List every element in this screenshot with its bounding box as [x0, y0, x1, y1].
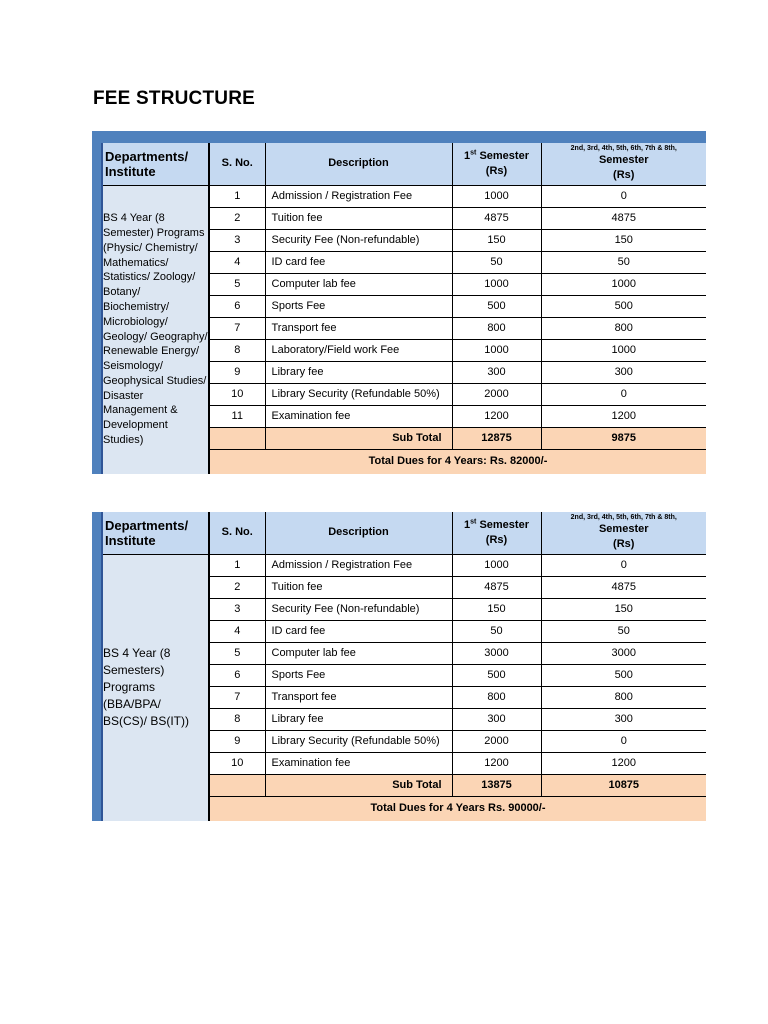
page-title: FEE STRUCTURE [93, 88, 255, 109]
first-semester-header [452, 512, 541, 554]
table-row-desc: ID card fee [265, 251, 452, 273]
table-row-desc: Library fee [265, 361, 452, 383]
table-row-s2: 0 [541, 730, 706, 752]
fee-table-2 [92, 512, 706, 821]
table-row-s1: 150 [452, 229, 541, 251]
table-row-desc: Tuition fee [265, 207, 452, 229]
table-row-s1: 50 [452, 251, 541, 273]
table-row-s1: 2000 [452, 730, 541, 752]
table-row-sno: 6 [209, 295, 265, 317]
table-row-s1: 1000 [452, 554, 541, 576]
table-row-desc: Transport fee [265, 317, 452, 339]
first-label: Semester [479, 149, 529, 162]
table-row-desc: Tuition fee [265, 576, 452, 598]
table-row-s2: 0 [541, 185, 706, 207]
table-row-sno: 5 [209, 642, 265, 664]
table-row-sno: 7 [209, 317, 265, 339]
table-row-sno: 4 [209, 251, 265, 273]
table-row-s1: 4875 [452, 207, 541, 229]
table-row-sno: 6 [209, 664, 265, 686]
description-header: Description [265, 143, 452, 185]
table-row-s2: 0 [541, 554, 706, 576]
table-row-s1: 1000 [452, 339, 541, 361]
dept-header: Departments/ Institute [102, 512, 209, 554]
table-row-sno: 3 [209, 229, 265, 251]
table-row-desc: Sports Fee [265, 295, 452, 317]
table-row-sno: 2 [209, 576, 265, 598]
table-row-desc: Admission / Registration Fee [265, 554, 452, 576]
other-label: Semester [598, 523, 649, 536]
table-row-desc: Library Security (Refundable 50%) [265, 383, 452, 405]
other-ordinals: 2nd, 3rd, 4th, 5th, 6th, 7th & 8th, [570, 145, 677, 153]
table-row-s2: 1200 [541, 405, 706, 427]
fee-table-1 [92, 131, 706, 474]
description-header: Description [265, 512, 452, 554]
table-row-desc: ID card fee [265, 620, 452, 642]
sno-header: S. No. [209, 143, 265, 185]
table-row-s2: 4875 [541, 576, 706, 598]
table-row-desc: Sports Fee [265, 664, 452, 686]
table-row-sno: 2 [209, 207, 265, 229]
table-row-sno: 8 [209, 339, 265, 361]
table-row-desc: Computer lab fee [265, 273, 452, 295]
table-row-s1: 1000 [452, 273, 541, 295]
subtotal-label: Sub Total [265, 427, 452, 449]
first-sup: st [470, 149, 477, 157]
department-cell: BS 4 Year (8 Semesters) Programs (BBA/BPA/ BS(CS)/ BS(IT)) [102, 554, 209, 821]
table-row-s1: 1200 [452, 752, 541, 774]
other-rs: (Rs) [613, 538, 635, 551]
table-row-sno: 9 [209, 361, 265, 383]
table-row-s1: 4875 [452, 576, 541, 598]
first-num: 1 [464, 149, 471, 162]
other-rs: (Rs) [613, 169, 635, 182]
subtotal-s1: 13875 [452, 774, 541, 796]
table-row-sno: 4 [209, 620, 265, 642]
table-row-s1: 800 [452, 317, 541, 339]
table-left-bar [92, 143, 102, 474]
table-row-sno: 10 [209, 383, 265, 405]
total-dues: Total Dues for 4 Years Rs. 90000/- [209, 796, 706, 819]
table-row-sno: 1 [209, 185, 265, 207]
table-row-desc: Library Security (Refundable 50%) [265, 730, 452, 752]
subtotal-s2: 10875 [541, 774, 706, 796]
sno-header: S. No. [209, 512, 265, 554]
table-row-s1: 150 [452, 598, 541, 620]
table-row-s2: 50 [541, 620, 706, 642]
subtotal-spacer [209, 774, 265, 796]
table-row-desc: Computer lab fee [265, 642, 452, 664]
department-cell: BS 4 Year (8 Semester) Programs (Physic/ Chemistry/ Mathematics/ Statistics/ Zoology/ Botany/ Biochemistry/ Microbiology/ Geology/ Geography/ Renewable Energy/ Seismology/ Geophysical Studies/ Disaster Management & Development Studies) [102, 185, 209, 474]
table-row-desc: Examination fee [265, 405, 452, 427]
table-row-s1: 300 [452, 708, 541, 730]
table-row-desc: Examination fee [265, 752, 452, 774]
table-row-s1: 300 [452, 361, 541, 383]
table-row-sno: 7 [209, 686, 265, 708]
other-semesters-header [541, 143, 706, 185]
other-ordinals: 2nd, 3rd, 4th, 5th, 6th, 7th & 8th, [570, 514, 677, 522]
table-row-s2: 500 [541, 295, 706, 317]
total-dues: Total Dues for 4 Years: Rs. 82000/- [209, 449, 706, 472]
table-row-sno: 9 [209, 730, 265, 752]
subtotal-spacer [209, 427, 265, 449]
first-label: Semester [479, 518, 529, 531]
table-row-s2: 500 [541, 664, 706, 686]
table-row-s1: 2000 [452, 383, 541, 405]
first-num: 1 [464, 518, 471, 531]
subtotal-label: Sub Total [265, 774, 452, 796]
table-header-bar [92, 131, 706, 143]
first-rs: (Rs) [485, 533, 508, 546]
table-left-bar [92, 512, 102, 821]
table-row-desc: Transport fee [265, 686, 452, 708]
first-sup: st [470, 518, 477, 526]
table-row-s2: 300 [541, 708, 706, 730]
table-row-sno: 11 [209, 405, 265, 427]
other-label: Semester [598, 154, 649, 167]
table-row-s2: 150 [541, 598, 706, 620]
table-row-sno: 3 [209, 598, 265, 620]
subtotal-s1: 12875 [452, 427, 541, 449]
table-row-desc: Admission / Registration Fee [265, 185, 452, 207]
table-row-s1: 1200 [452, 405, 541, 427]
table-row-s2: 50 [541, 251, 706, 273]
first-rs: (Rs) [485, 164, 508, 177]
table-row-s2: 800 [541, 686, 706, 708]
table-row-s2: 800 [541, 317, 706, 339]
table-row-sno: 10 [209, 752, 265, 774]
subtotal-s2: 9875 [541, 427, 706, 449]
table-row-sno: 8 [209, 708, 265, 730]
table-row-desc: Security Fee (Non-refundable) [265, 598, 452, 620]
table-row-s2: 3000 [541, 642, 706, 664]
dept-header: Departments/ Institute [102, 143, 209, 185]
table-row-s1: 800 [452, 686, 541, 708]
table-row-s1: 500 [452, 295, 541, 317]
table-row-sno: 5 [209, 273, 265, 295]
table-row-s1: 50 [452, 620, 541, 642]
table-row-s1: 1000 [452, 185, 541, 207]
other-semesters-header [541, 512, 706, 554]
table-row-desc: Library fee [265, 708, 452, 730]
table-row-s2: 1000 [541, 273, 706, 295]
table-row-s2: 1200 [541, 752, 706, 774]
first-semester-header [452, 143, 541, 185]
table-row-s2: 300 [541, 361, 706, 383]
table-row-s1: 500 [452, 664, 541, 686]
table-row-s2: 150 [541, 229, 706, 251]
table-row-s1: 3000 [452, 642, 541, 664]
table-row-desc: Laboratory/Field work Fee [265, 339, 452, 361]
table-row-s2: 1000 [541, 339, 706, 361]
table-row-sno: 1 [209, 554, 265, 576]
table-row-s2: 4875 [541, 207, 706, 229]
table-row-desc: Security Fee (Non-refundable) [265, 229, 452, 251]
table-row-s2: 0 [541, 383, 706, 405]
